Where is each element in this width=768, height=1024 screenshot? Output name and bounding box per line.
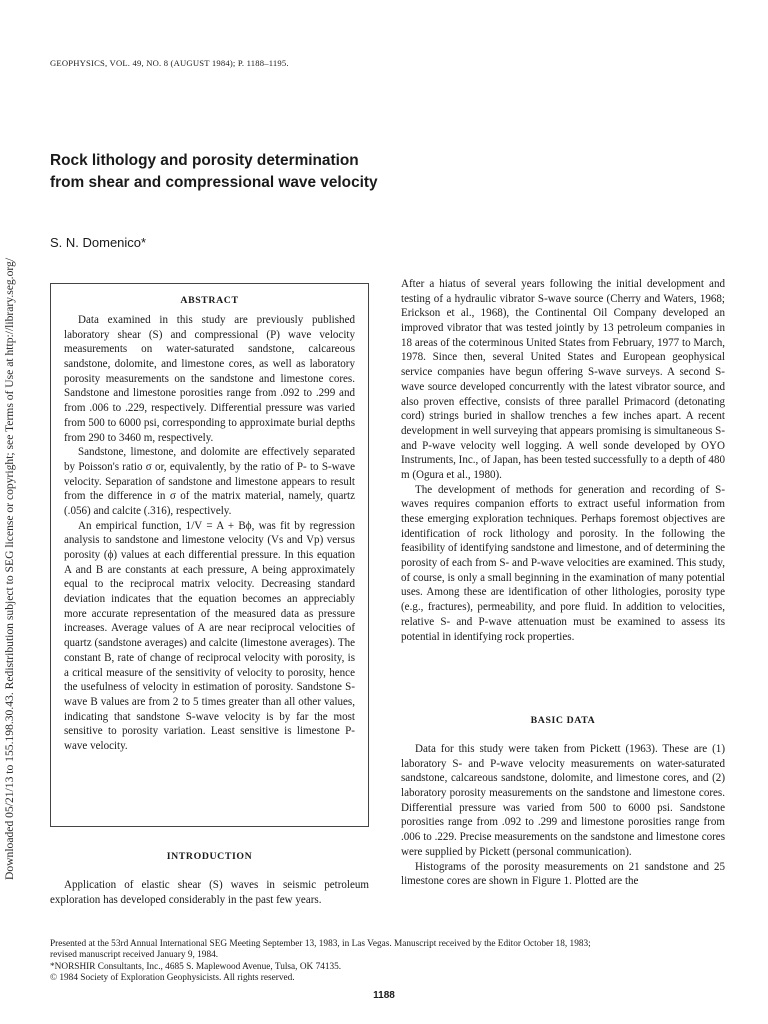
paper-title-line-2: from shear and compressional wave velocity: [50, 174, 378, 191]
basic-data-paragraph-1: Data for this study were taken from Pickett (1963). These are (1) laboratory S- and P-wave velocity measurements on water-saturated sandstone, calcareous sandstone, dolomite, and limestone cores, and (2) laboratory porosity measurements on the sandstone and limestone cores. Differential pressure was varied from 500 to 6000 psi. Sandstone porosities range from .092 to .299 and limestone porosities range from .006 to .229. Precise measurements on the sandstone and limestone cores were supplied by Pickett (personal communication).: [401, 743, 725, 858]
footnote-revised: revised manuscript received January 9, 1984.: [50, 950, 219, 961]
footnotes: [50, 939, 725, 985]
introduction-right-column: [401, 277, 725, 644]
footnote-affiliation: *NORSHIR Consultants, Inc., 4685 S. Maplewood Avenue, Tulsa, OK 74135.: [50, 961, 342, 972]
paper-title: [50, 150, 470, 194]
paper-title-line-1: Rock lithology and porosity determination: [50, 152, 359, 169]
introduction-left-paragraph: Application of elastic shear (S) waves in seismic petroleum exploration has developed considerably in the past few years.: [50, 879, 369, 906]
footnote-copyright: © 1984 Society of Exploration Geophysicists. All rights reserved.: [50, 973, 295, 984]
abstract-paragraph-2: Sandstone, limestone, and dolomite are effectively separated by Poisson's ratio σ or, equivalently, by the ratio of P- to S-wave velocity. Separation of sandstone and limestone appears to result from the difference in σ of the matrix material, namely, quartz (.056) and calcite (.316), respectively.: [64, 446, 355, 517]
introduction-right-paragraph-2: The development of methods for generation and recording of S-waves requires companion efforts to extract useful information from these emerging exploration techniques. Perhaps foremost objectives are identification of rock lithology and porosity. In the following the feasibility of identifying sandstone and limestone, and of determining the porosity of each from S- and P-wave velocities are examined. This study, of course, is only a small beginning in the examination of many potential uses. Among these are identification of other lithologies, porosity type (e.g., fractures), permeability, and pore fluid. In addition to velocities, relative S- and P-wave attenuation must be examined to assess its potential in identifying rock properties.: [401, 483, 725, 643]
basic-data-paragraph-2: Histograms of the porosity measurements on 21 sandstone and 25 limestone cores are shown in Figure 1. Plotted are the: [401, 860, 725, 888]
introduction-left-column: [50, 878, 369, 907]
basic-data-heading: BASIC DATA: [530, 715, 596, 726]
introduction-heading: INTRODUCTION: [166, 851, 253, 862]
author-name: S. N. Domenico*: [50, 235, 147, 250]
basic-data-column: [401, 742, 725, 889]
introduction-right-paragraph-1: After a hiatus of several years following the initial development and testing of a hydraulic vibrator S-wave source (Cherry and Waters, 1968; Erickson et al., 1968), the Continental Oil Company developed an improved vibrator that was tested jointly by 13 petroleum companies in 18 areas of the coterminous United States from February, 1977 to March, 1978. Since then, several United States and European geophysical service companies have begun offering S-wave surveys. A second S-wave source developed concurrently with the latest vibrator source, and also proven effective, consists of three parallel Primacord (detonating cord) strings buried in shallow trenches a few inches apart. A recent development in well surveying that appears promising is simultaneous S- and P-wave velocity well logging. A well sonde developed by OYO Instruments, Inc., of Japan, has been tested successfully to a depth of 480 m (Ogura et al., 1980).: [401, 278, 725, 481]
abstract-heading: ABSTRACT: [180, 295, 239, 306]
abstract-box: [50, 283, 369, 827]
download-watermark-text: Downloaded 05/21/13 to 155.198.30.43. Redistribution subject to SEG license or copyright; see Terms of Use at http://library.seg.org/: [3, 257, 16, 880]
page-number: 1188: [373, 990, 395, 1001]
abstract-paragraph-1: Data examined in this study are previously published laboratory shear (S) and compressional (P) wave velocity measurements on water-saturated sandstone, calcareous sandstone, dolomite, and limestone cores, as well as laboratory porosity measurements on the sandstone and limestone cores. Sandstone and limestone porosities range from .092 to .299 and from .006 to .229, respectively. Differential pressure was varied from 500 to 6000 psi, corresponding to approximate burial depths from 290 to 3460 m, respectively.: [64, 314, 355, 444]
journal-citation: GEOPHYSICS, VOL. 49, NO. 8 (AUGUST 1984); P. 1188–1195.: [50, 58, 289, 68]
footnote-presented: Presented at the 53rd Annual International SEG Meeting September 13, 1983, in Las Vegas. Manuscript received by the Editor October 18, 1983;: [50, 939, 591, 949]
abstract-paragraph-3: An empirical function, 1/V = A + Bϕ, was fit by regression analysis to sandstone and limestone velocity (Vs and Vp) versus porosity (ϕ) values at each differential pressure. In this equation A and B are constants at each pressure, A being approximately equal to the reciprocal matrix velocity. Decreasing standard deviation indicates that the equation becomes an appreciably more accurate representation of the measured data as pressure increases. Average values of A are near reciprocal velocities of quartz (sandstone averages) and calcite (limestone averages). The constant B, rate of change of reciprocal velocity with porosity, is a critical measure of the sensitivity of velocity to porosity, hence the usefulness of velocity in estimation of porosity. Sandstone S-wave B values are from 2 to 5 times greater than all other values, indicating that sandstone S-wave velocity is by far the most sensitive to porosity variation. Least sensitive is limestone P-wave velocity.: [64, 519, 355, 752]
download-watermark: [1, 140, 17, 880]
